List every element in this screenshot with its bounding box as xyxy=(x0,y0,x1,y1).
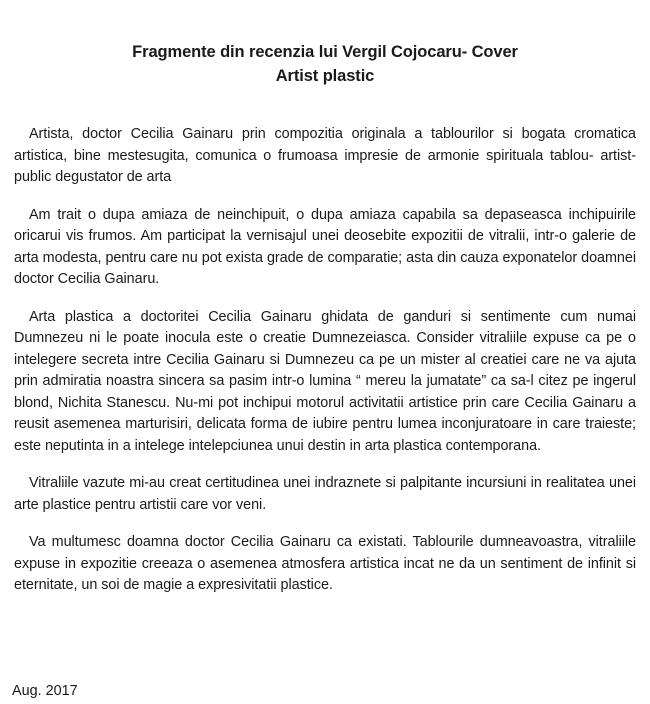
document-date: Aug. 2017 xyxy=(12,683,78,699)
paragraph-2: Am trait o dupa amiaza de neinchipuit, o dupa amiaza capabila sa depaseasca inchipuirile oricarui vis frumos. Am participat la vernisajul unei deosebite expozitii de vitralii, intr-o galerie de arta modesta, pentru care nu pot exista grade de comparatie; asta din cauza exponatelor doamnei doctor Cecilia Gainaru. xyxy=(14,206,636,287)
paragraph-3: Arta plastica a doctoritei Cecilia Gainaru ghidata de ganduri si sentimente cum numai Dumnezeu ni le poate inocula este o creatie Dumnezeiasca. Consider vitraliile expuse ca pe o intelegere secreta intre Cecilia Gainaru si Dumnezeu ca pe un mister al creatiei care ne va ajuta prin admiratia noastra sincera sa pasim intr-o lumina “ mereu la jumatate” ca sa-l citez pe ingerul blond, Nichita Stanescu. Nu-mi pot inchipui motorul activitatii artistice prin care Cecilia Gainaru a reusit asemenea marturisiri, delicata forma de iubire pentru lumea inconjuratoare in care traieste; este neputinta in a intelege intelepciunea unui destin in arta plastica contemporana. xyxy=(14,308,636,454)
document-body xyxy=(14,124,636,613)
title-line-2: Artist plastic xyxy=(275,67,375,85)
paragraph-5: Va multumesc doamna doctor Cecilia Gainaru ca existati. Tablourile dumneavoastra, vitraliile expuse in expozitie creeaza o asemenea atmosfera artistica incat ne da un sentiment de infinit si eternitate, un soi de magie a expresivitatii plastice. xyxy=(14,534,636,593)
paragraph-4: Vitraliile vazute mi-au creat certitudinea unei indraznete si palpitante incursiuni in realitatea unei arte plastice pentru artistii care vor veni. xyxy=(14,475,636,513)
paragraph-1: Artista, doctor Cecilia Gainaru prin compozitia originala a tablourilor si bogata cromatica artistica, bine mestesugita, comunica o frumoasa impresie de armonie spirituala tablou- artist- public degustator de arta xyxy=(14,126,636,185)
document-title xyxy=(0,40,650,88)
title-line-1: Fragmente din recenzia lui Vergil Cojocaru- Cover xyxy=(132,43,518,61)
